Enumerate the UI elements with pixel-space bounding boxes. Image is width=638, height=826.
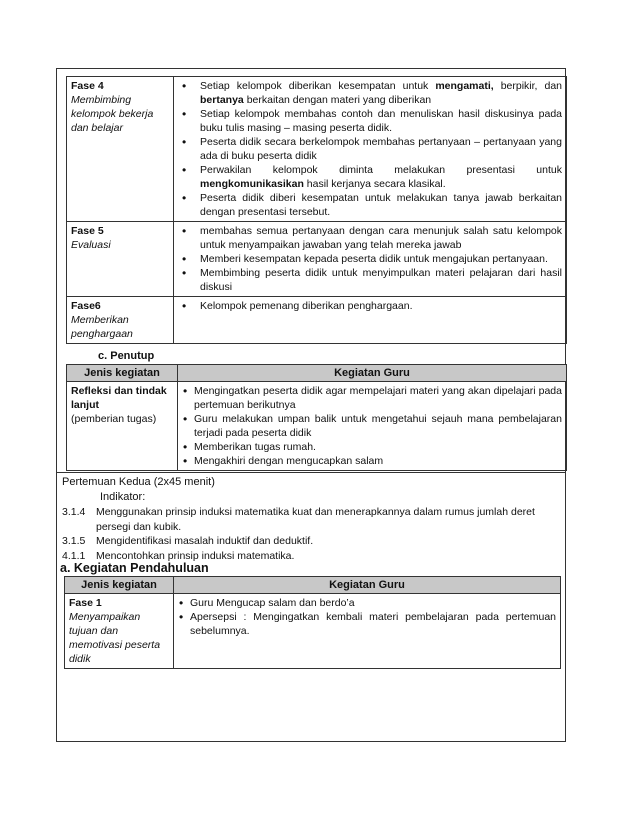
col-header-jenis: Jenis kegiatan bbox=[67, 365, 178, 382]
penutup-table bbox=[66, 364, 567, 471]
activity-list bbox=[178, 79, 562, 219]
list-item: • Peserta didik secara berkelompok membahas pertanyaan – pertanyaan yang ada di buku peserta didik bbox=[178, 135, 562, 163]
indikator-item bbox=[62, 505, 562, 534]
list-item: • Peserta didik diberi kesempatan untuk melakukan tanya jawab berkaitan dengan presentasi tersebut. bbox=[178, 191, 562, 219]
list-item: • Mengingatkan peserta didik agar mempelajari materi yang akan dipelajari pada pertemuan berikutnya bbox=[182, 384, 562, 412]
indikator-text: Mengidentifikasi masalah induktif dan deduktif. bbox=[96, 535, 314, 547]
fase-cell bbox=[67, 297, 174, 344]
table-row bbox=[65, 594, 561, 669]
fase-subtitle: Memberikan penghargaan bbox=[71, 314, 133, 340]
pertemuan-title: Pertemuan Kedua (2x45 menit) bbox=[62, 476, 215, 488]
list-item: • Apersepsi : Mengingatkan kembali materi pembelajaran pada pertemuan sebelumnya. bbox=[178, 610, 556, 638]
indikator-number: 3.1.5 bbox=[62, 535, 86, 547]
pendahuluan-heading: a. Kegiatan Pendahuluan bbox=[60, 561, 209, 575]
col-header-jenis: Jenis kegiatan bbox=[65, 577, 174, 594]
list-item: • Memberikan tugas rumah. bbox=[182, 440, 562, 454]
indikator-number: 3.1.4 bbox=[62, 506, 86, 518]
col-header-kegiatan: Kegiatan Guru bbox=[178, 365, 567, 382]
pendahuluan-table bbox=[64, 576, 561, 669]
divider bbox=[56, 472, 566, 473]
kegiatan-cell bbox=[174, 297, 567, 344]
list-item: • Mengakhiri dengan mengucapkan salam bbox=[182, 454, 562, 468]
indikator-text: Menggunakan prinsip induksi matematika kuat dan menerapkannya dalam rumus jumlah deret persegi dan kubik. bbox=[96, 506, 535, 533]
fase-title: Fase 5 bbox=[71, 225, 104, 237]
list-item: • Kelompok pemenang diberikan penghargaan. bbox=[178, 299, 562, 313]
indikator-list bbox=[62, 505, 562, 563]
row-title: Fase 1 bbox=[69, 597, 102, 609]
row-title: Refleksi dan tindak lanjut bbox=[71, 385, 167, 411]
fase-title: Fase 4 bbox=[71, 80, 104, 92]
list-item: • Membimbing peserta didik untuk menyimpulkan materi pelajaran dari hasil diskusi bbox=[178, 266, 562, 294]
list-item: • Perwakilan kelompok diminta melakukan presentasi untuk mengkomunikasikan hasil kerjanya secara klasikal. bbox=[178, 163, 562, 191]
indikator-number: 4.1.1 bbox=[62, 549, 86, 562]
activity-list bbox=[178, 224, 562, 294]
table-row bbox=[67, 77, 567, 222]
list-item: • Guru melakukan umpan balik untuk mengetahui sejauh mana pembelajaran terjadi pada peserta didik bbox=[182, 412, 562, 440]
indikator-item bbox=[62, 534, 562, 549]
keyword: mengamati, bbox=[435, 80, 494, 92]
activity-list bbox=[178, 299, 562, 313]
keyword: bertanya bbox=[200, 94, 244, 106]
table-row bbox=[67, 382, 567, 471]
indikator-text: Mencontohkan prinsip induksi matematika. bbox=[96, 549, 295, 562]
list-item: • membahas semua pertanyaan dengan cara menunjuk salah satu kelompok untuk menyampaikan jawaban yang telah mereka jawab bbox=[178, 224, 562, 252]
activity-list bbox=[182, 384, 562, 468]
kegiatan-cell bbox=[174, 222, 567, 297]
row-subtitle: Menyampaikan tujuan dan memotivasi peserta didik bbox=[69, 611, 161, 665]
activity-list bbox=[178, 596, 556, 638]
col-header-kegiatan: Kegiatan Guru bbox=[174, 577, 561, 594]
table-row bbox=[67, 297, 567, 344]
table-row bbox=[67, 222, 567, 297]
indikator-label: Indikator: bbox=[100, 491, 146, 503]
keyword: mengkomunikasikan bbox=[200, 178, 304, 190]
fase-table bbox=[66, 76, 567, 344]
list-item: • Setiap kelompok membahas contoh dan menuliskan hasil diskusinya pada buku tulis masing – masing peserta didik. bbox=[178, 107, 562, 135]
list-item: • Guru Mengucap salam dan berdo’a bbox=[178, 596, 556, 610]
fase-cell bbox=[67, 222, 174, 297]
list-item: • Setiap kelompok diberikan kesempatan untuk mengamati, berpikir, dan bertanya berkaitan dengan materi yang diberikan bbox=[178, 79, 562, 107]
list-item: • Memberi kesempatan kepada peserta didik untuk mengajukan pertanyaan. bbox=[178, 252, 562, 266]
row-subtitle: (pemberian tugas) bbox=[71, 413, 157, 425]
penutup-heading: c. Penutup bbox=[98, 350, 155, 362]
fase-subtitle: Membimbing kelompok bekerja dan belajar bbox=[71, 94, 154, 134]
fase-subtitle: Evaluasi bbox=[71, 239, 111, 251]
fase-cell bbox=[67, 77, 174, 222]
kegiatan-cell bbox=[174, 77, 567, 222]
fase-title: Fase6 bbox=[71, 300, 101, 312]
